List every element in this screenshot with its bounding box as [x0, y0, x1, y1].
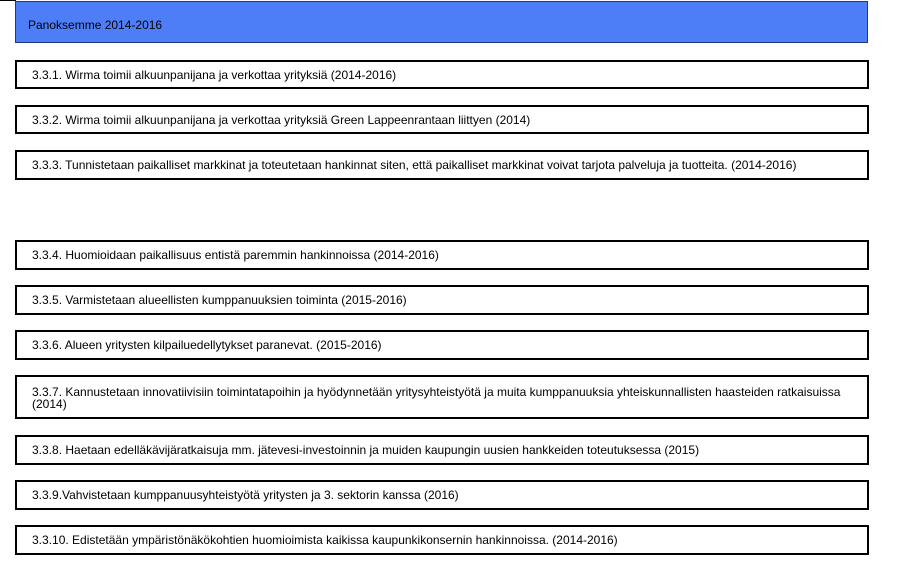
list-item-text: 3.3.1. Wirma toimii alkuunpanijana ja verkottaa yrityksiä (2014-2016): [32, 68, 397, 82]
list-item-3-3-4: [15, 240, 869, 270]
list-item-text: 3.3.2. Wirma toimii alkuunpanijana ja verkottaa yrityksiä Green Lappeenrantaan liittyen (2014): [32, 113, 531, 127]
list-item-3-3-1: [15, 60, 869, 89]
section-title: Panoksemme 2014-2016: [28, 18, 163, 32]
list-item-text: 3.3.4. Huomioidaan paikallisuus entistä paremmin hankinnoissa (2014-2016): [32, 248, 439, 262]
list-item-text: 3.3.5. Varmistetaan alueellisten kumppanuuksien toiminta (2015-2016): [32, 293, 407, 307]
section-header: [15, 1, 868, 43]
list-item-3-3-5: [15, 285, 869, 315]
list-item-text: 3.3.3. Tunnistetaan paikalliset markkinat ja toteutetaan hankinnat siten, että paikalliset markkinat voivat tarjota palveluja ja tuotteita. (2014-2016): [32, 158, 797, 172]
list-item-3-3-9: [15, 480, 869, 510]
list-item-text: 3.3.9.Vahvistetaan kumppanuusyhteistyötä yritysten ja 3. sektorin kanssa (2016): [32, 488, 459, 502]
list-item-3-3-6: [15, 330, 869, 360]
list-item-text: 3.3.10. Edistetään ympäristönäkökohtien huomioimista kaikissa kaupunkikonsernin hankinnoissa. (2014-2016): [32, 533, 618, 547]
list-item-3-3-10: [15, 525, 869, 555]
corner-mark: [0, 0, 16, 1]
list-item-3-3-2: [15, 105, 869, 134]
list-item-text: 3.3.7. Kannustetaan innovatiivisiin toimintatapoihin ja hyödynnetään yritysyhteistyötä ja muita kumppanuuksia yhteiskunnallisten haasteiden ratkaisuissa (2014): [32, 385, 841, 411]
list-item-3-3-8: [15, 435, 869, 465]
list-item-text: 3.3.6. Alueen yritysten kilpailuedellytykset paranevat. (2015-2016): [32, 338, 382, 352]
list-item-3-3-7: [15, 375, 869, 419]
list-item-3-3-3: [15, 150, 869, 180]
list-item-text: 3.3.8. Haetaan edelläkävijäratkaisuja mm. jätevesi-investoinnin ja muiden kaupungin uusien hankkeiden toteutuksessa (2015): [32, 443, 700, 457]
